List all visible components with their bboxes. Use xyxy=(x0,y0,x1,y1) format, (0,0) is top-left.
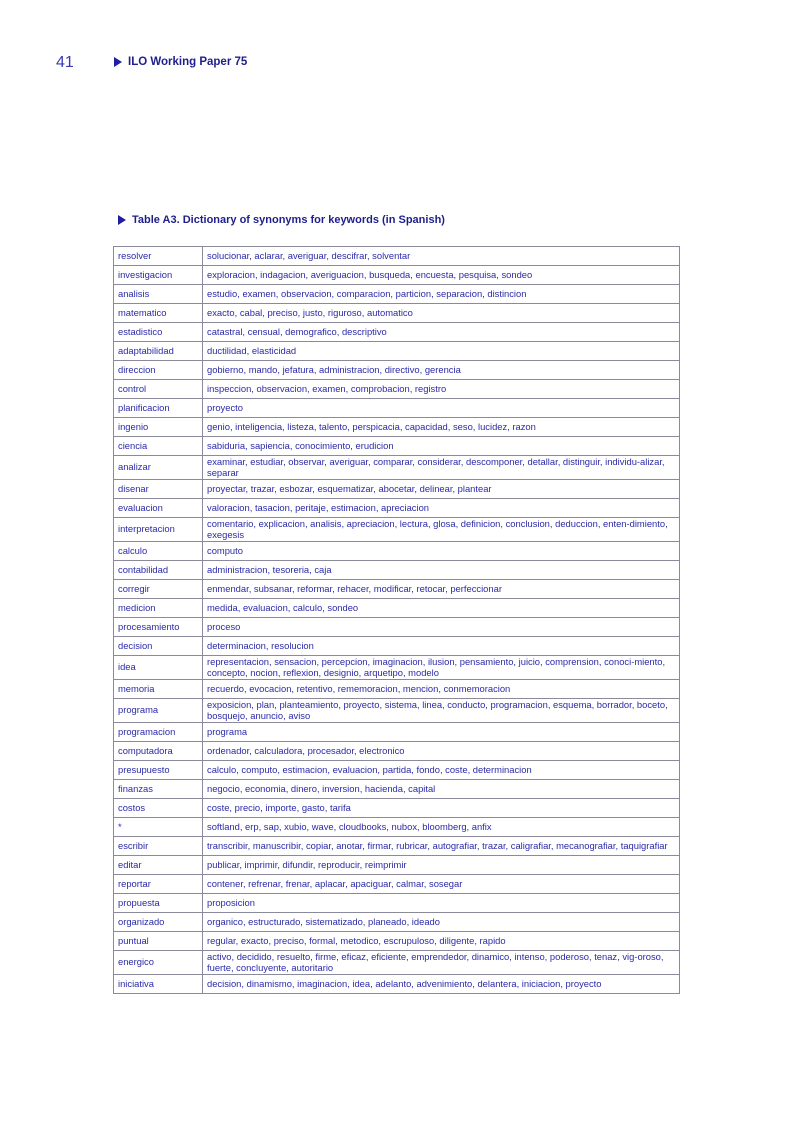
keyword-cell: contabilidad xyxy=(114,561,203,580)
table-title xyxy=(118,214,445,226)
table-row xyxy=(114,761,680,780)
keyword-cell: calculo xyxy=(114,542,203,561)
table-title-text: Table A3. Dictionary of synonyms for keywords (in Spanish) xyxy=(132,214,445,226)
running-head xyxy=(114,56,247,68)
synonyms-cell: proyecto xyxy=(203,399,680,418)
keyword-cell: evaluacion xyxy=(114,499,203,518)
synonyms-cell: calculo, computo, estimacion, evaluacion, partida, fondo, coste, determinacion xyxy=(203,761,680,780)
synonyms-cell: representacion, sensacion, percepcion, imaginacion, ilusion, pensamiento, juicio, comprension, conoci-miento, concepto, nocion, reflexion, designio, arquetipo, modelo xyxy=(203,656,680,680)
table-row xyxy=(114,742,680,761)
synonyms-cell: decision, dinamismo, imaginacion, idea, adelanto, advenimiento, delantera, iniciacion, proyecto xyxy=(203,975,680,994)
synonyms-cell: determinacion, resolucion xyxy=(203,637,680,656)
table-row xyxy=(114,542,680,561)
table-row xyxy=(114,780,680,799)
table-row xyxy=(114,499,680,518)
table-row xyxy=(114,875,680,894)
table-row xyxy=(114,342,680,361)
keyword-cell: planificacion xyxy=(114,399,203,418)
synonyms-cell: ordenador, calculadora, procesador, electronico xyxy=(203,742,680,761)
table-row xyxy=(114,437,680,456)
table-row xyxy=(114,456,680,480)
keyword-cell: control xyxy=(114,380,203,399)
table-row xyxy=(114,837,680,856)
synonyms-cell: regular, exacto, preciso, formal, metodico, escrupuloso, diligente, rapido xyxy=(203,932,680,951)
keyword-cell: computadora xyxy=(114,742,203,761)
keyword-cell: energico xyxy=(114,951,203,975)
running-head-text: ILO Working Paper 75 xyxy=(128,56,248,68)
table-row xyxy=(114,637,680,656)
keyword-cell: idea xyxy=(114,656,203,680)
keyword-cell: memoria xyxy=(114,680,203,699)
keyword-cell: programacion xyxy=(114,723,203,742)
table-row xyxy=(114,975,680,994)
keyword-cell: ciencia xyxy=(114,437,203,456)
synonyms-cell: coste, precio, importe, gasto, tarifa xyxy=(203,799,680,818)
keyword-cell: editar xyxy=(114,856,203,875)
synonyms-table-body xyxy=(114,247,680,994)
synonyms-cell: proyectar, trazar, esbozar, esquematizar, abocetar, delinear, plantear xyxy=(203,480,680,499)
synonyms-cell: genio, inteligencia, listeza, talento, perspicacia, capacidad, seso, lucidez, razon xyxy=(203,418,680,437)
table-row xyxy=(114,818,680,837)
keyword-cell: reportar xyxy=(114,875,203,894)
table-row xyxy=(114,323,680,342)
table-row xyxy=(114,599,680,618)
table-row xyxy=(114,518,680,542)
synonyms-cell: administracion, tesoreria, caja xyxy=(203,561,680,580)
table-row xyxy=(114,894,680,913)
synonyms-cell: catastral, censual, demografico, descriptivo xyxy=(203,323,680,342)
synonyms-cell: ductilidad, elasticidad xyxy=(203,342,680,361)
table-row xyxy=(114,380,680,399)
synonyms-cell: valoracion, tasacion, peritaje, estimacion, apreciacion xyxy=(203,499,680,518)
synonyms-cell: solucionar, aclarar, averiguar, descifrar, solventar xyxy=(203,247,680,266)
keyword-cell: adaptabilidad xyxy=(114,342,203,361)
synonyms-cell: examinar, estudiar, observar, averiguar, comparar, considerar, descomponer, detallar, distinguir, individu-alizar, separar xyxy=(203,456,680,480)
triangle-bullet-icon xyxy=(118,215,126,225)
synonyms-cell: negocio, economia, dinero, inversion, hacienda, capital xyxy=(203,780,680,799)
synonyms-cell: computo xyxy=(203,542,680,561)
table-row xyxy=(114,932,680,951)
table-row xyxy=(114,285,680,304)
synonyms-cell: estudio, examen, observacion, comparacion, particion, separacion, distincion xyxy=(203,285,680,304)
keyword-cell: iniciativa xyxy=(114,975,203,994)
table-row xyxy=(114,913,680,932)
synonyms-cell: proceso xyxy=(203,618,680,637)
table-row xyxy=(114,480,680,499)
keyword-cell: finanzas xyxy=(114,780,203,799)
table-row xyxy=(114,951,680,975)
keyword-cell: presupuesto xyxy=(114,761,203,780)
keyword-cell: analizar xyxy=(114,456,203,480)
table-row xyxy=(114,361,680,380)
keyword-cell: ingenio xyxy=(114,418,203,437)
keyword-cell: investigacion xyxy=(114,266,203,285)
table-row xyxy=(114,656,680,680)
table-row xyxy=(114,723,680,742)
keyword-cell: * xyxy=(114,818,203,837)
synonyms-cell: programa xyxy=(203,723,680,742)
table-row xyxy=(114,561,680,580)
table-row xyxy=(114,247,680,266)
synonyms-cell: activo, decidido, resuelto, firme, eficaz, eficiente, emprendedor, dinamico, intenso, poderoso, tenaz, vig-oroso, fuerte, concluyente, autoritario xyxy=(203,951,680,975)
synonyms-cell: contener, refrenar, frenar, aplacar, apaciguar, calmar, sosegar xyxy=(203,875,680,894)
table-row xyxy=(114,680,680,699)
keyword-cell: propuesta xyxy=(114,894,203,913)
page-number: 41 xyxy=(56,54,74,71)
keyword-cell: direccion xyxy=(114,361,203,380)
synonyms-cell: transcribir, manuscribir, copiar, anotar, firmar, rubricar, autografiar, trazar, caligrafiar, mecanografiar, taquigrafiar xyxy=(203,837,680,856)
synonyms-cell: comentario, explicacion, analisis, apreciacion, lectura, glosa, definicion, conclusion, deduccion, enten-dimiento, exegesis xyxy=(203,518,680,542)
keyword-cell: programa xyxy=(114,699,203,723)
synonyms-cell: exploracion, indagacion, averiguacion, busqueda, encuesta, pesquisa, sondeo xyxy=(203,266,680,285)
keyword-cell: decision xyxy=(114,637,203,656)
keyword-cell: medicion xyxy=(114,599,203,618)
synonyms-cell: proposicion xyxy=(203,894,680,913)
keyword-cell: estadistico xyxy=(114,323,203,342)
keyword-cell: costos xyxy=(114,799,203,818)
table-row xyxy=(114,418,680,437)
table-row xyxy=(114,699,680,723)
table-row xyxy=(114,618,680,637)
table-row xyxy=(114,399,680,418)
synonyms-cell: publicar, imprimir, difundir, reproducir, reimprimir xyxy=(203,856,680,875)
table-row xyxy=(114,304,680,323)
table-row xyxy=(114,856,680,875)
keyword-cell: resolver xyxy=(114,247,203,266)
synonyms-cell: softland, erp, sap, xubio, wave, cloudbooks, nubox, bloomberg, anfix xyxy=(203,818,680,837)
synonyms-cell: inspeccion, observacion, examen, comprobacion, registro xyxy=(203,380,680,399)
synonyms-cell: organico, estructurado, sistematizado, planeado, ideado xyxy=(203,913,680,932)
keyword-cell: escribir xyxy=(114,837,203,856)
keyword-cell: corregir xyxy=(114,580,203,599)
synonyms-cell: exposicion, plan, planteamiento, proyecto, sistema, linea, conducto, programacion, esquema, borrador, boceto, bosquejo, anuncio, aviso xyxy=(203,699,680,723)
keyword-cell: procesamiento xyxy=(114,618,203,637)
keyword-cell: interpretacion xyxy=(114,518,203,542)
keyword-cell: matematico xyxy=(114,304,203,323)
synonyms-cell: sabiduria, sapiencia, conocimiento, erudicion xyxy=(203,437,680,456)
keyword-cell: analisis xyxy=(114,285,203,304)
table-row xyxy=(114,799,680,818)
synonyms-cell: exacto, cabal, preciso, justo, riguroso, automatico xyxy=(203,304,680,323)
synonyms-cell: gobierno, mando, jefatura, administracion, directivo, gerencia xyxy=(203,361,680,380)
table-row xyxy=(114,266,680,285)
triangle-bullet-icon xyxy=(114,57,122,67)
synonyms-cell: medida, evaluacion, calculo, sondeo xyxy=(203,599,680,618)
keyword-cell: organizado xyxy=(114,913,203,932)
synonyms-table xyxy=(113,246,680,994)
synonyms-cell: recuerdo, evocacion, retentivo, rememoracion, mencion, conmemoracion xyxy=(203,680,680,699)
synonyms-cell: enmendar, subsanar, reformar, rehacer, modificar, retocar, perfeccionar xyxy=(203,580,680,599)
table-row xyxy=(114,580,680,599)
keyword-cell: puntual xyxy=(114,932,203,951)
keyword-cell: disenar xyxy=(114,480,203,499)
